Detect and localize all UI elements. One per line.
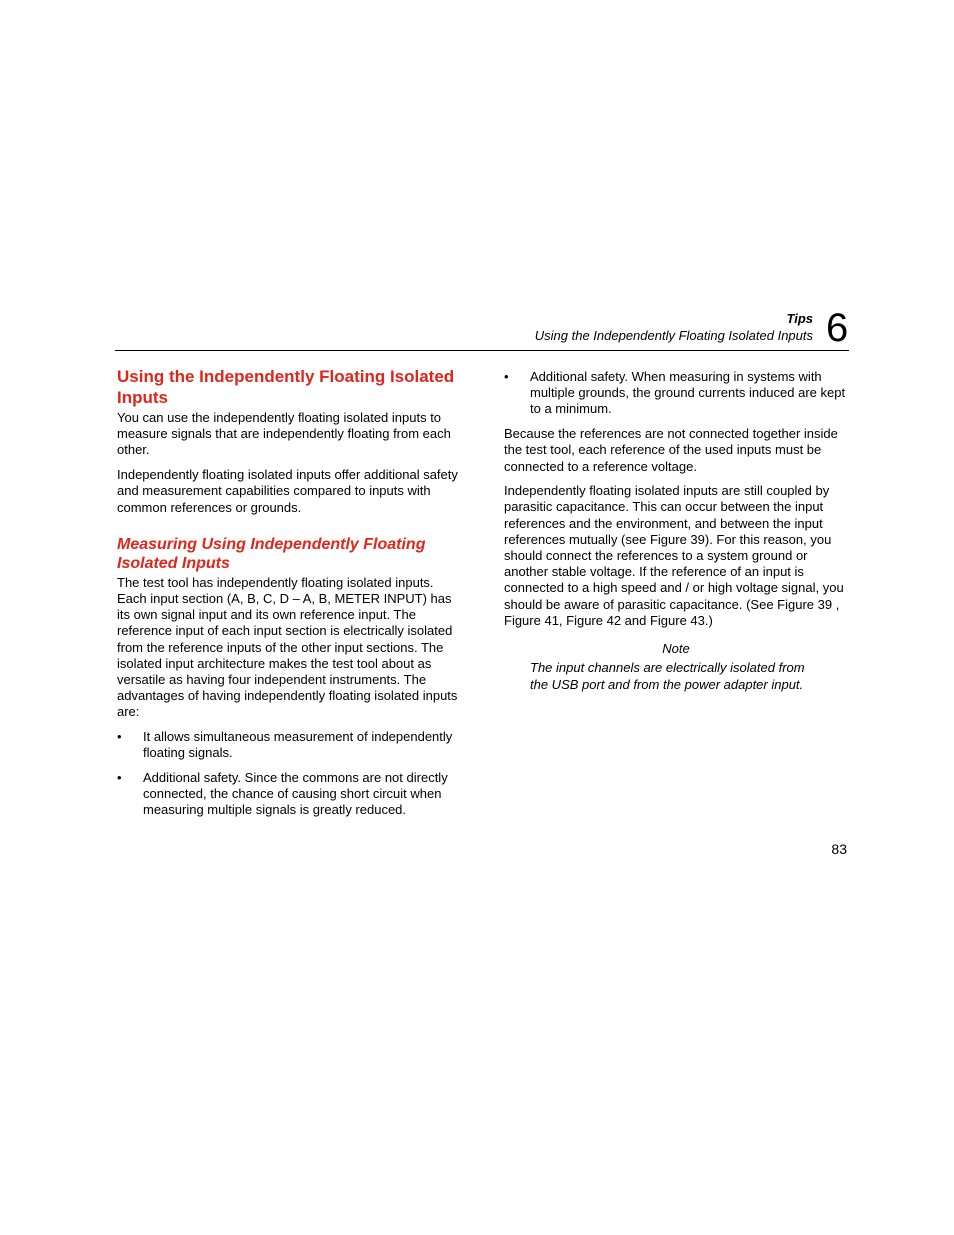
chapter-title: Tips xyxy=(786,311,813,326)
capacitance-paragraph: Independently floating isolated inputs are still coupled by parasitic capacitance. This can occur between the input references and the environment, and between the input references mutually (see Figure 39). For this reason, you should connect the references to a system ground or another stable voltage. If the reference of an input is connected to a high speed and / or high voltage signal, you should be aware of parasitic capacitance. (See Figure 39 , Figure 41, Figure 42 and Figure 43.) xyxy=(504,483,844,628)
subsection-heading: Measuring Using Independently Floating Isolated Inputs xyxy=(117,535,426,572)
left-column xyxy=(117,366,462,827)
safety-paragraph: Independently floating isolated inputs offer additional safety and measurement capabilities compared to inputs with common references or grounds. xyxy=(117,467,458,515)
note-text: The input channels are electrically isolated from the USB port and from the power adapter input. xyxy=(530,659,805,692)
list-item xyxy=(504,369,849,418)
architecture-paragraph: The test tool has independently floating isolated inputs. Each input section (A, B, C, D – A, B, METER INPUT) has its own signal input and its own reference input. The reference input of each input section is electrically isolated from the reference inputs of the other input sections. The isolated input architecture makes the test tool about as versatile as having four independent instruments. The advantages of having independently floating isolated inputs are: xyxy=(117,574,458,720)
section-title: Using the Independently Floating Isolated Inputs xyxy=(534,328,813,343)
bullet-icon: • xyxy=(504,369,509,384)
list-item xyxy=(117,729,462,761)
list-item-text: Additional safety. When measuring in systems with multiple grounds, the ground currents induced are kept to a minimum. xyxy=(530,369,846,417)
note-title: Note xyxy=(662,641,690,657)
chapter-number: 6 xyxy=(826,306,849,350)
right-column xyxy=(504,366,849,693)
header-divider xyxy=(115,350,849,351)
advantages-list-continued xyxy=(504,369,849,418)
advantages-list xyxy=(117,729,462,819)
list-item-text: It allows simultaneous measurement of independently floating signals. xyxy=(143,729,453,761)
note xyxy=(530,641,849,693)
references-paragraph: Because the references are not connected together inside the test tool, each reference of the used inputs must be connected to a reference voltage. xyxy=(504,426,838,474)
list-item-text: Additional safety. Since the commons are not directly connected, the chance of causing short circuit when measuring multiple signals is greatly reduced. xyxy=(143,769,448,818)
intro-paragraph: You can use the independently floating isolated inputs to measure signals that are independently floating from each other. xyxy=(117,410,451,458)
bullet-icon: • xyxy=(117,729,122,745)
page-number: 83 xyxy=(831,841,847,857)
running-header xyxy=(535,310,813,344)
list-item xyxy=(117,770,462,819)
bullet-icon: • xyxy=(117,769,122,785)
section-heading: Using the Independently Floating Isolated Inputs xyxy=(117,367,455,407)
